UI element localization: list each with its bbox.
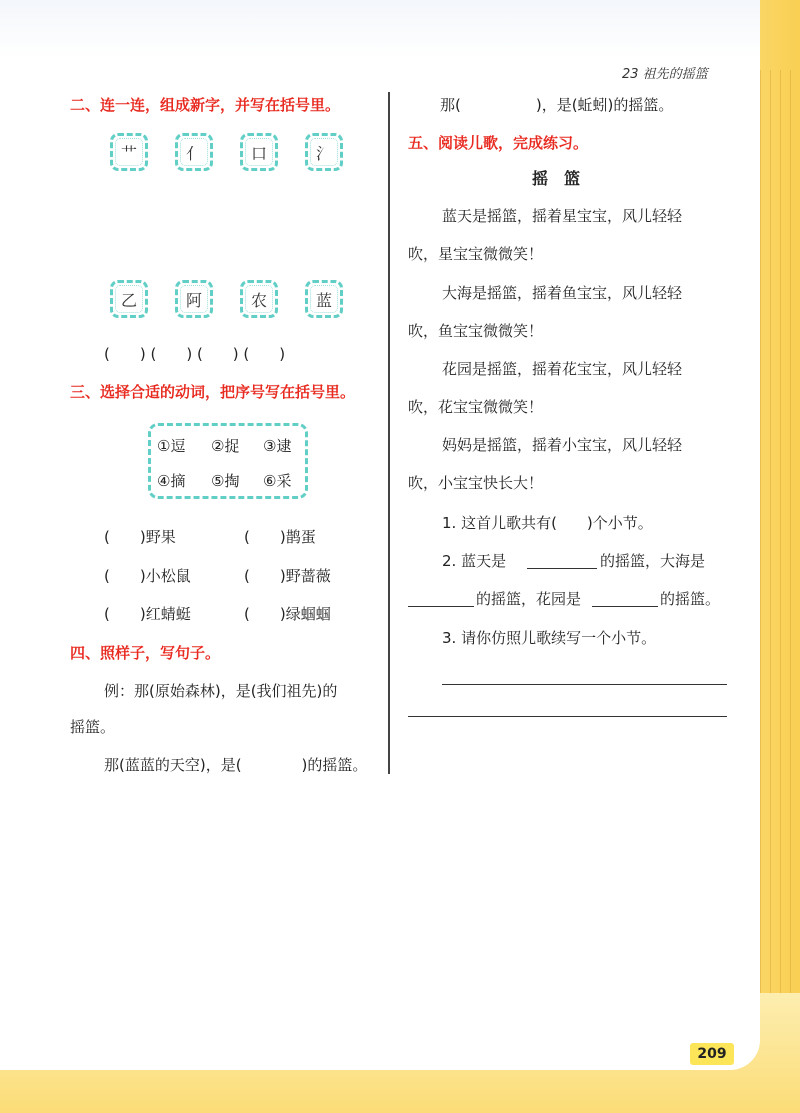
poem-line: 吹，小宝宝快长大！: [408, 474, 544, 492]
question-2-part-d: 的摇篮。: [660, 590, 721, 608]
verb-item[interactable]: ( )野果: [104, 528, 176, 546]
verb-option: ①逗: [157, 437, 186, 455]
poem-line: 蓝天是摇篮，摇着星宝宝，风儿轻轻: [442, 207, 683, 225]
exercise-sentence[interactable]: 那( )，是(蚯蚓)的摇篮。: [440, 96, 674, 114]
poem-line: 吹，鱼宝宝微微笑！: [408, 322, 544, 340]
radical-tile[interactable]: 氵: [305, 133, 343, 171]
verb-item[interactable]: ( )野蔷薇: [244, 567, 331, 585]
writing-line[interactable]: [408, 716, 727, 717]
part-tile[interactable]: 阿: [175, 280, 213, 318]
chapter-header: 23 祖先的摇篮: [622, 67, 708, 82]
verb-item[interactable]: ( )鹊蛋: [244, 528, 316, 546]
section3-heading: 三、选择合适的动词，把序号写在括号里。: [70, 383, 356, 401]
section5-heading: 五、阅读儿歌，完成练习。: [408, 134, 589, 152]
poem-line: 妈妈是摇篮，摇着小宝宝，风儿轻轻: [442, 436, 683, 454]
answer-blank[interactable]: [592, 606, 658, 607]
radical-tile[interactable]: 艹: [110, 133, 148, 171]
section2-heading: 二、连一连，组成新字，并写在括号里。: [70, 96, 341, 114]
radical-tile[interactable]: 口: [240, 133, 278, 171]
column-divider: [388, 92, 390, 774]
poem-line: 大海是摇篮，摇着鱼宝宝，风儿轻轻: [442, 284, 683, 302]
section4-heading: 四、照样子，写句子。: [70, 644, 221, 662]
exercise-sentence[interactable]: 那(蓝蓝的天空)，是( )的摇篮。: [104, 756, 368, 774]
example-line: 例：那(原始森林)，是(我们祖先)的: [104, 682, 338, 700]
question-2-part-c: 的摇篮，花园是: [476, 590, 582, 608]
verb-option: ③逮: [263, 437, 292, 455]
question-2-part-b: 的摇篮，大海是: [600, 552, 706, 570]
verb-option: ②捉: [211, 437, 240, 455]
verb-options-box: [148, 423, 308, 499]
verb-item[interactable]: ( )红蜻蜓: [104, 605, 191, 623]
question-1[interactable]: 1. 这首儿歌共有( )个小节。: [442, 514, 653, 532]
part-tile[interactable]: 乙: [110, 280, 148, 318]
poem-line: 花园是摇篮，摇着花宝宝，风儿轻轻: [442, 360, 683, 378]
question-3: 3. 请你仿照儿歌续写一个小节。: [442, 629, 657, 647]
verb-option: ⑥采: [263, 472, 292, 490]
answer-blank[interactable]: [408, 606, 474, 607]
verb-item[interactable]: ( )绿蝈蝈: [244, 605, 331, 623]
page-number: 209: [690, 1043, 734, 1065]
radical-tile[interactable]: 亻: [175, 133, 213, 171]
question-2-part-a: 2. 蓝天是: [442, 552, 507, 570]
poem-title: 摇 篮: [532, 169, 581, 188]
example-line: 摇篮。: [70, 718, 116, 736]
verb-option: ⑤掏: [211, 472, 240, 490]
answer-row[interactable]: ( ) ( ) ( ) ( ): [104, 345, 286, 363]
answer-blank[interactable]: [527, 568, 597, 569]
poem-line: 吹，星宝宝微微笑！: [408, 245, 544, 263]
writing-line[interactable]: [442, 684, 727, 685]
verb-item[interactable]: ( )小松鼠: [104, 567, 191, 585]
poem-line: 吹，花宝宝微微笑！: [408, 398, 544, 416]
part-tile[interactable]: 蓝: [305, 280, 343, 318]
part-tile[interactable]: 农: [240, 280, 278, 318]
verb-option: ④摘: [157, 472, 186, 490]
